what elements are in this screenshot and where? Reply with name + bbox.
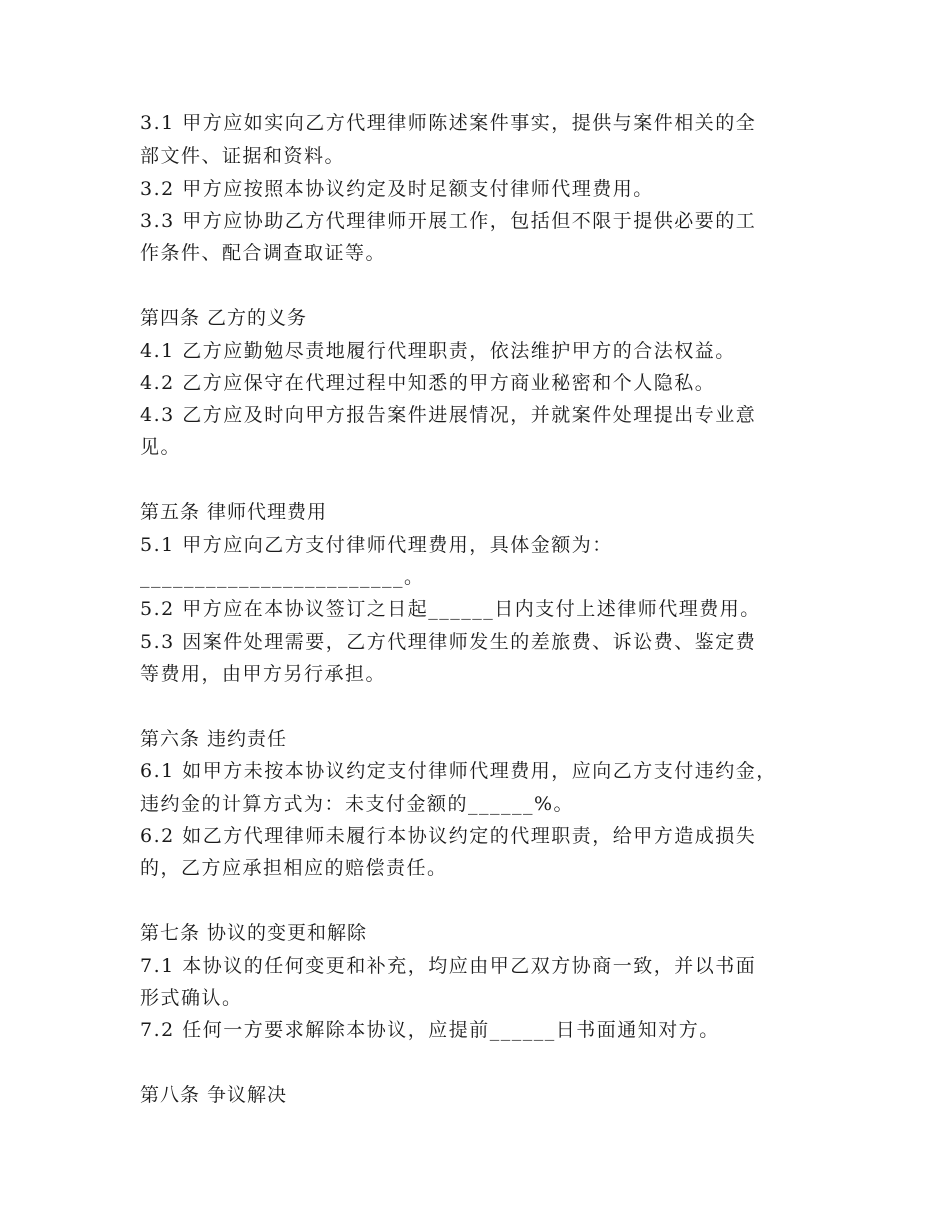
clause-3-3-line-1: 3.3 甲方应协助乙方代理律师开展工作，包括但不限于提供必要的工: [140, 210, 757, 232]
clause-6-1-line-1: 6.1 如甲方未按本协议约定支付律师代理费用，应向乙方支付违约金，: [140, 760, 777, 782]
clause-3-1-line-2: 部文件、证据和资料。: [140, 145, 346, 167]
clause-5-1-line-1: 5.1 甲方应向乙方支付律师代理费用，具体金额为：: [140, 534, 613, 556]
clause-5-3-line-2: 等费用，由甲方另行承担。: [140, 663, 387, 685]
clause-7-2: 7.2 任何一方要求解除本协议，应提前______日书面通知对方。: [140, 1019, 720, 1041]
article-5-heading: 第五条 律师代理费用: [140, 501, 328, 523]
clause-5-3-line-1: 5.3 因案件处理需要，乙方代理律师发生的差旅费、诉讼费、鉴定费: [140, 631, 757, 653]
clause-4-1: 4.1 乙方应勤勉尽责地履行代理职责，依法维护甲方的合法权益。: [140, 340, 736, 362]
clause-6-2-line-2: 的，乙方应承担相应的赔偿责任。: [140, 857, 448, 879]
clause-4-3-line-2: 见。: [140, 436, 182, 458]
article-7-heading: 第七条 协议的变更和解除: [140, 922, 368, 944]
article-4-heading: 第四条 乙方的义务: [140, 307, 308, 329]
clause-4-2: 4.2 乙方应保守在代理过程中知悉的甲方商业秘密和个人隐私。: [140, 372, 716, 394]
clause-3-2: 3.2 甲方应按照本协议约定及时足额支付律师代理费用。: [140, 178, 654, 200]
clause-5-2: 5.2 甲方应在本协议签订之日起______日内支付上述律师代理费用。: [140, 598, 761, 620]
article-6-heading: 第六条 违约责任: [140, 728, 288, 750]
clause-6-1-line-2: 违约金的计算方式为：未支付金额的______%。: [140, 793, 575, 815]
clause-4-3-line-1: 4.3 乙方应及时向甲方报告案件进展情况，并就案件处理提出专业意: [140, 404, 757, 426]
article-8-heading: 第八条 争议解决: [140, 1084, 288, 1106]
clause-6-2-line-1: 6.2 如乙方代理律师未履行本协议约定的代理职责，给甲方造成损失: [140, 825, 757, 847]
clause-3-1-line-1: 3.1 甲方应如实向乙方代理律师陈述案件事实，提供与案件相关的全: [140, 112, 757, 134]
clause-5-1-amount-blank: ________________________。: [140, 566, 425, 588]
clause-3-3-line-2: 作条件、配合调查取证等。: [140, 242, 387, 264]
clause-7-1-line-2: 形式确认。: [140, 987, 243, 1009]
clause-7-1-line-1: 7.1 本协议的任何变更和补充，均应由甲乙双方协商一致，并以书面: [140, 955, 757, 977]
